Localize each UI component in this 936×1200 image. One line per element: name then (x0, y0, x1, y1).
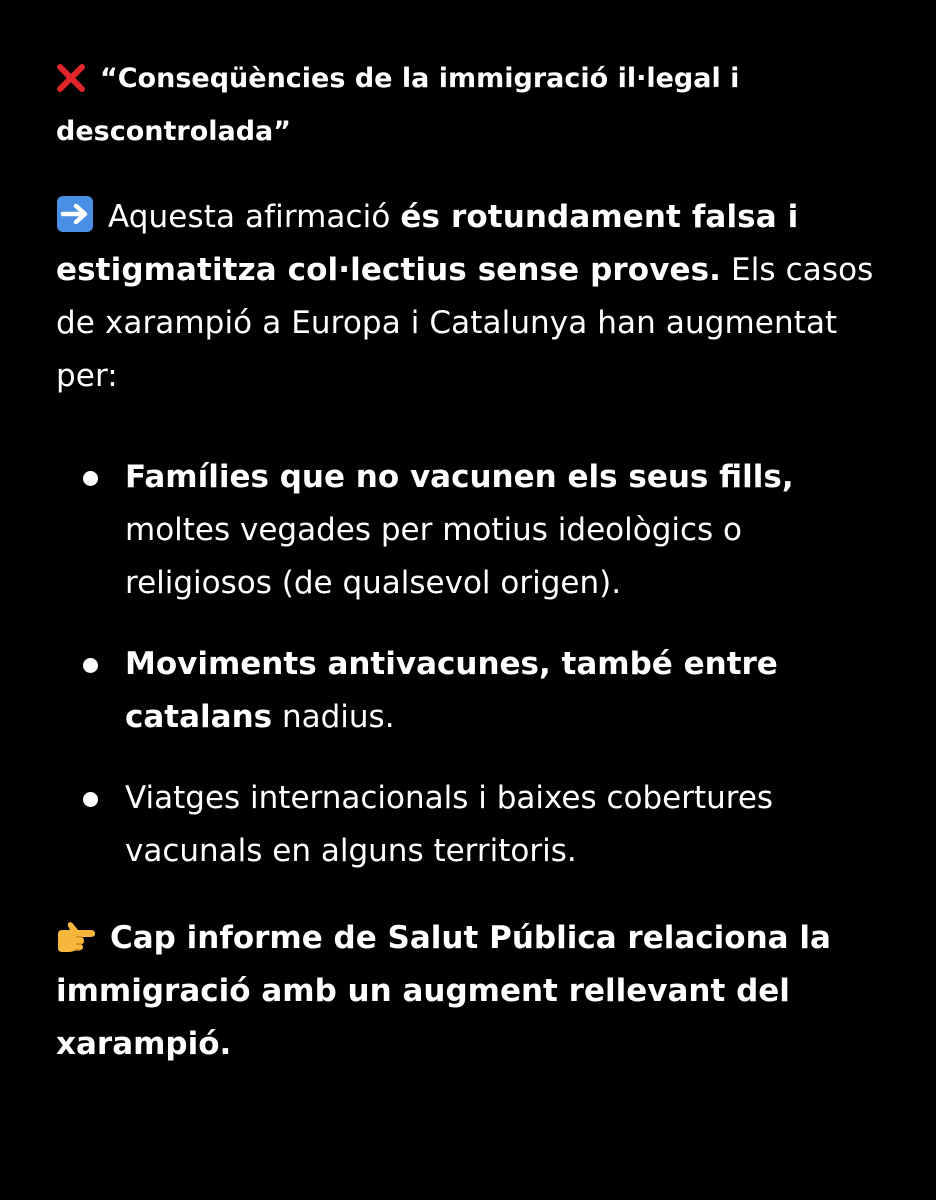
reason-text: moltes vegades per motius ideològics o religiosos (de qualsevol origen). (125, 512, 743, 601)
cross-mark-icon (56, 63, 86, 93)
reason-text: Viatges internacionals i baixes cobertures vacunals en alguns territoris. (125, 780, 774, 869)
conclusion-paragraph (56, 912, 896, 1071)
list-item (56, 451, 896, 610)
claim-paragraph (56, 191, 896, 403)
bullet-icon (83, 471, 98, 486)
right-arrow-icon (56, 195, 94, 233)
reasons-list (56, 451, 896, 878)
reason-text: nadius. (272, 699, 395, 735)
claim-text-bold: és rotundament falsa i estigmatitza col·lectius sense proves. (56, 199, 799, 288)
reason-bold: Moviments antivacunes, també entre catalans (125, 646, 778, 735)
claim-text-end: Els casos de xarampió a Europa i Catalunya han augmentat per: (56, 252, 874, 394)
content (56, 52, 896, 1071)
pointing-hand-icon (56, 920, 96, 954)
claim-text-start: Aquesta afirmació (108, 199, 401, 235)
bullet-icon (83, 658, 98, 673)
quote-heading (56, 52, 896, 158)
list-item (56, 638, 896, 744)
reason-bold: Famílies que no vacunen els seus fills, (125, 459, 794, 495)
list-item (56, 772, 896, 878)
conclusion-text: Cap informe de Salut Pública relaciona la immigració amb un augment rellevant del xarampió. (56, 920, 831, 1062)
quote-text: “Conseqüències de la immigració il·legal i descontrolada” (56, 63, 740, 147)
bullet-icon (83, 792, 98, 807)
